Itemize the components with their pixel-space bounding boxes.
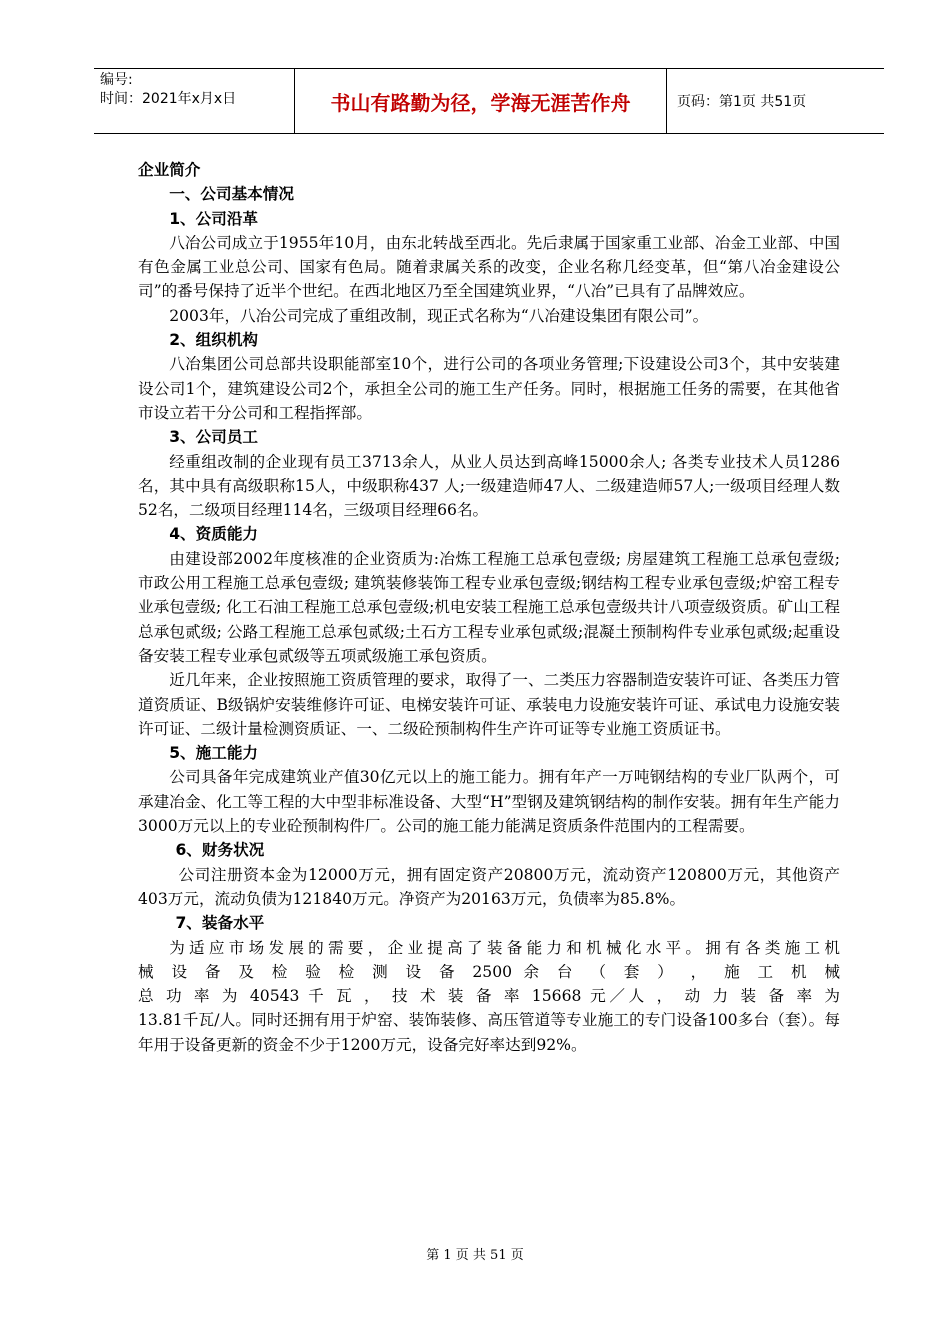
document-time: 时间：2021年x月x日	[100, 91, 237, 107]
paragraph: 公司注册资本金为12000万元，拥有固定资产20800万元，流动资产120800万元，其他资产403万元，流动负债为121840万元。净资产为20163万元，负债率为85.8%。	[138, 865, 840, 908]
paragraph: 近几年来，企业按照施工资质管理的要求，取得了一、二类压力容器制造安装许可证、各类压力管道资质证、B级锅炉安装维修许可证、电梯安装许可证、承装电力设施安装许可证、承试电力设施安装许可证、二级计量检测资质证、一、二级砼预制构件生产许可证等专业施工资质证书。	[138, 671, 840, 738]
paragraph-line: 总 功 率 为 40543 千 瓦 ， 技 术 装 备 率 15668 元／人 ， 动 力 装 备 率 为	[138, 987, 840, 1006]
subsection-heading: 7、装备水平	[175, 914, 265, 933]
paragraph: 2003年，八冶公司完成了重组改制，现正式名称为“八冶建设集团有限公司”。	[169, 306, 709, 325]
document-title: 企业简介	[138, 161, 201, 179]
subsection-heading: 2、组织机构	[169, 331, 259, 350]
header-page-code: 页码：第1页 共51页	[677, 94, 807, 110]
header-motto: 书山有路勤为径，学海无涯苦作舟	[295, 69, 667, 133]
paragraph: 八冶公司成立于1955年10月，由东北转战至西北。先后隶属于国家重工业部、冶金工业部、中国有色金属工业总公司、国家有色局。随着隶属关系的改变，企业名称几经变革，但“第八冶金建设公司”的番号保持了近半个世纪。在西北地区乃至全国建筑业界，“八冶”已具有了品牌效应。	[138, 233, 840, 301]
document-body	[138, 158, 840, 1057]
document-number-label: 编号:	[100, 72, 133, 88]
subsection-heading: 4、资质能力	[169, 525, 259, 544]
paragraph-line: 为适应市场发展的需要，企业提高了装备能力和机械化水平。拥有各类施工机	[169, 938, 840, 957]
paragraph: 由建设部2002年度核准的企业资质为:冶炼工程施工总承包壹级; 房屋建筑工程施工总承包壹级; 市政公用工程施工总承包壹级; 建筑装修装饰工程专业承包壹级;钢结构工程专业承包壹级;炉窑工程专业承包壹级; 化工石油工程施工总承包壹级;机电安装工程施工总承包壹级共计八项壹级资质。矿山工程总承包贰级; 公路工程施工总承包贰级;土石方工程专业承包贰级;混凝土预制构件专业承包贰级;起重设备安装工程专业承包贰级等五项贰级施工承包资质。	[138, 549, 840, 665]
subsection-heading: 5、施工能力	[169, 744, 259, 763]
paragraph-line: 械 设 备 及 检 验 检 测 设 备 2500 余 台 （ 套 ） ， 施 工 机 械	[138, 962, 840, 981]
paragraph: 经重组改制的企业现有员工3713余人，从业人员达到高峰15000余人; 各类专业技术人员1286名，其中具有高级职称15人，中级职称437 人;一级建造师47人、二级建造师57人;一级项目经理人数52名，二级项目经理114名，三级项目经理66名。	[138, 452, 840, 520]
page-footer: 第 1 页 共 51 页	[426, 1248, 524, 1263]
paragraph: 八冶集团公司总部共设职能部室10个，进行公司的各项业务管理;下设建设公司3个，其中安装建设公司1个，建筑建设公司2个，承担全公司的施工生产任务。同时，根据施工任务的需要，在其他省市设立若干分公司和工程指挥部。	[138, 355, 840, 422]
paragraph: 公司具备年完成建筑业产值30亿元以上的施工能力。拥有年产一万吨钢结构的专业厂队两个，可承建冶金、化工等工程的大中型非标准设备、大型“H”型钢及建筑钢结构的制作安装。拥有年生产能力3000万元以上的专业砼预制构件厂。公司的施工能力能满足资质条件范围内的工程需要。	[138, 768, 840, 836]
subsection-heading: 3、公司员工	[169, 428, 259, 447]
paragraph-line: 13.81千瓦/人。同时还拥有用于炉窑、装饰装修、高压管道等专业施工的专门设备100多台（套）。每年用于设备更新的资金不少于1200万元，设备完好率达到92%。	[138, 1011, 840, 1054]
header-info-cell	[94, 69, 295, 133]
section-heading: 一、公司基本情况	[169, 185, 294, 204]
page-header	[94, 68, 884, 134]
subsection-heading: 1、公司沿革	[169, 209, 259, 228]
subsection-heading: 6、财务状况	[175, 841, 265, 860]
